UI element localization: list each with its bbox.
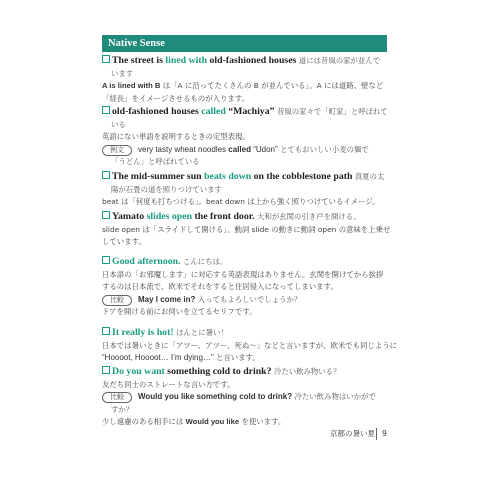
entry-slides-open: Yamato slides open the front door. 大和が玄関の引き戸を開ける。 slide open は「スライドして開ける」。動詞 slide の動きに動詞 open の意味を上乗せ しています。	[102, 211, 391, 246]
checkbox-square-icon	[102, 256, 110, 264]
checkbox-square-icon	[102, 366, 110, 374]
entry-headline: The mid-summer sun beats down on the cobblestone path 真夏の太	[102, 171, 392, 184]
checkbox-square-icon	[102, 106, 110, 114]
explanation: A is lined with B は「A に沿ってたくさんの B が並んでいる」。A には道路、壁など	[102, 81, 384, 90]
comparison-tag: 比較	[102, 295, 132, 306]
entry-good-afternoon: Good afternoon. こんにちは。 日本語の「お邪魔します」に対応する英語表現はありません。玄関を開けてから挨拶 するのは日本流で、欧米でそれをすると住居侵入になってしまいます。 比較 May I come in? 入ってもよろしいでしょうか？ ドアを開ける前にお伺いを立てるセリフです。	[102, 256, 392, 319]
footer-divider	[376, 428, 377, 440]
entry-headline: The street is lined with old-fashioned houses 道には昔風の家が並んで	[102, 55, 392, 68]
checkbox-square-icon	[102, 171, 110, 179]
footer-section-title: 京都の暑い夏	[330, 429, 375, 438]
explanation: slide open は「スライドして開ける」。動詞 slide の動きに動詞 open の意味を上乗せ	[102, 224, 391, 234]
entry-lined-with: The street is lined with old-fashioned houses 道には昔風の家が並んで います A is lined with B は「A に沿ってたくさんの B が並んでいる」。A には道路、壁など 「経長」をイメージさせるものが入ります。	[102, 55, 392, 105]
explanation: beat は「何度も打ちつける」。beat down は上から強く照りつけているイメージ。	[102, 197, 380, 206]
entry-beats-down: The mid-summer sun beats down on the cobblestone path 真夏の太 陽が石畳の道を照りつけています beat は「何度も打ちつける」。beat down は上から強く照りつけているイメージ。	[102, 171, 392, 209]
entry-do-you-want: Do you want something cold to drink? 冷たい飲み物いる？ 友だち同士のストレートな言い方です。 比較 Would you like something cold to drink? 冷たい飲み物はいかがで すか？ 少し遠慮のある相手には Would you like を使います。	[102, 366, 392, 429]
example-line: 例文 very tasty wheat noodles called “Udon” とてもおいしい小麦の麺で	[102, 144, 392, 157]
checkbox-square-icon	[102, 55, 110, 63]
comparison-line: 比較 May I come in? 入ってもよろしいでしょうか？	[102, 294, 392, 307]
entry-headline: Do you want something cold to drink? 冷たい飲み物いる？	[102, 366, 392, 379]
page-footer	[330, 428, 392, 442]
checkbox-square-icon	[102, 327, 110, 335]
comparison-line: 比較 Would you like something cold to drink? 冷たい飲み物はいかがで	[102, 391, 392, 404]
entry-headline: old-fashioned houses called “Machiya” 昔風の家々で「町家」と呼ばれて	[102, 106, 392, 119]
comparison-tag: 比較	[102, 392, 132, 403]
entry-headline: Good afternoon. こんにちは。	[102, 256, 392, 269]
entry-called: old-fashioned houses called “Machiya” 昔風の家々で「町家」と呼ばれて いる 英語にない単語を説明するときの定型表現。 例文 very tasty wheat noodles called “Udon” とてもおいしい小麦の麺で 「うどん」と呼ばれている	[102, 106, 392, 169]
entry-headline: It really is hot! ほんとに暑い！	[102, 327, 392, 340]
entry-headline: Yamato slides open the front door. 大和が玄関の引き戸を開ける。	[102, 211, 392, 224]
page-number: 9	[382, 429, 387, 438]
example-tag: 例文	[102, 145, 132, 156]
section-header-title: Native Sense	[108, 38, 165, 49]
checkbox-square-icon	[102, 211, 110, 219]
entry-it-really-is-hot: It really is hot! ほんとに暑い！ 日本では暑いときに「アツー、アツー、死ぬ～」などと言いますが、欧米でも同じように “Hoooot, Hoooot… I’m dying…” と言います。	[102, 327, 398, 362]
